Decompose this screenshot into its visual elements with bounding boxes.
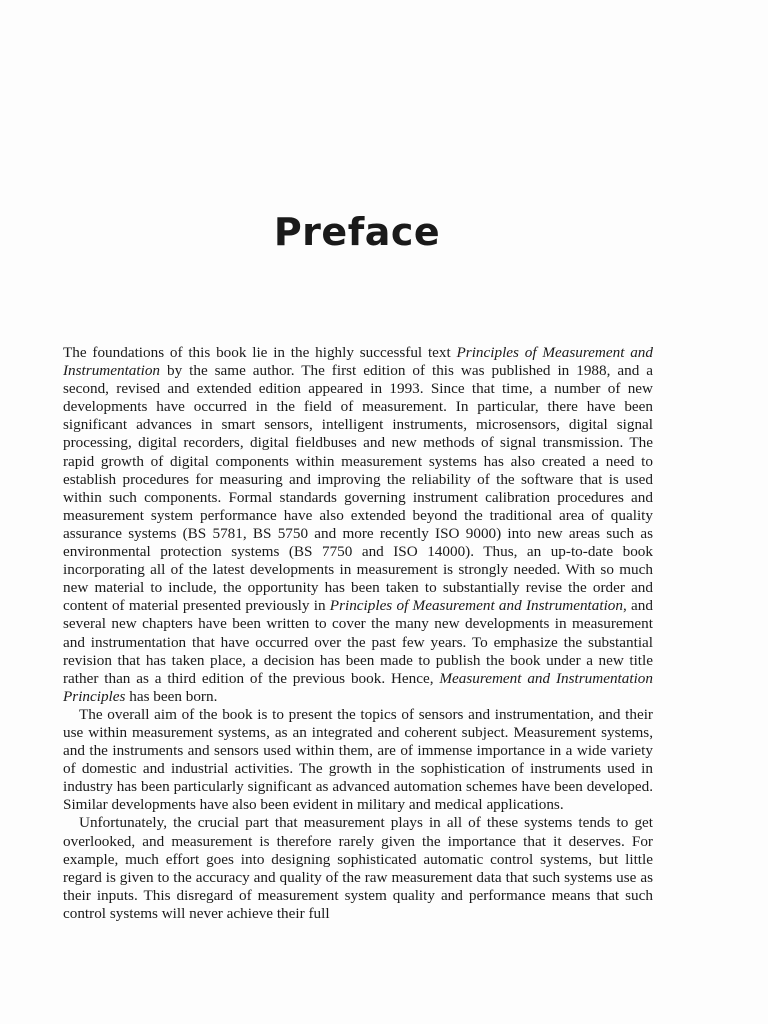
paragraph-1-text-c: , and several new chapters have been written to cover the many new developments in measurement and instrumentation that have occurred over the past few years. To emphasize the substantial revision that has taken place, a decision has been made to publish the book under a new title rather than as a third edition of the previous book. Hence,: [63, 597, 653, 687]
book-title-reference: Principles of Measurement and Instrumentation: [63, 344, 653, 380]
paragraph-2: The overall aim of the book is to present the topics of sensors and instrumentation, and their use within measurement systems, as an integrated and coherent subject. Measurement systems, and the instruments and sensors used within them, are of immense importance in a wide variety of domestic and industrial activities. The growth in the sophistication of instruments used in industry has been particularly significant as advanced automation schemes have been developed. Similar developments have also been evident in military and medical applications.: [63, 705, 653, 814]
book-title-reference: Principles of Measurement and Instrumentation: [329, 597, 623, 615]
paragraph-1-text-d: has been born.: [125, 687, 218, 705]
paragraph-3: Unfortunately, the crucial part that measurement plays in all of these systems tends to get overlooked, and measurement is therefore rarely given the importance that it deserves. For example, much effort goes into designing sophisticated automatic control systems, but little regard is given to the accuracy and quality of the raw measurement data that such systems use as their inputs. This disregard of measurement system quality and performance means that such control systems will never achieve their full: [63, 814, 653, 922]
new-book-title-reference: Measurement and Instrumentation Principles: [63, 669, 653, 705]
page-title: Preface: [273, 210, 441, 254]
preface-body: [63, 344, 653, 923]
paragraph-1-text-a: The foundations of this book lie in the highly successful text: [63, 344, 457, 361]
paragraph-1-text-b: by the same author. The first edition of this was published in 1988, and a second, revised and extended edition appeared in 1993. Since that time, a number of new developments have occurred in the field of measurement. In particular, there have been significant advances in smart sensors, intelligent instruments, microsensors, digital signal processing, digital recorders, digital fieldbuses and new methods of signal transmission. The rapid growth of digital components within measurement systems has also created a need to establish procedures for measuring and improving the reliability of the software that is used within such components. Formal standards governing instrument calibration procedures and measurement system performance have also extended beyond the traditional area of quality assurance systems (BS 5781, BS 5750 and more recently ISO 9000) into new areas such as environmental protection systems (BS 7750 and ISO 14000). Thus, an up-to-date book incorporating all of the latest developments in measurement is strongly needed. With so much new material to include, the opportunity has been taken to substantially revise the order and content of material presented previously in: [63, 362, 653, 615]
paragraph-1: [63, 344, 653, 706]
